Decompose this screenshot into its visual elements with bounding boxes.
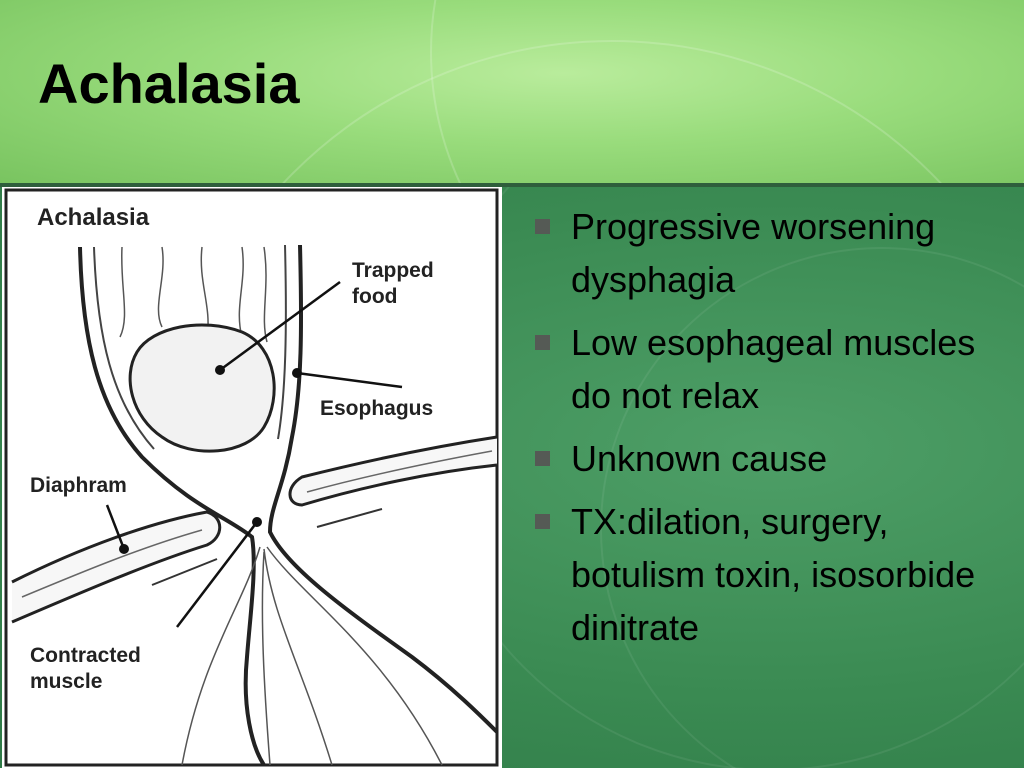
bullet-text: Progressive worsening dysphagia [571,206,936,300]
label-food: food [352,285,398,308]
slide-title: Achalasia [38,52,300,115]
bullet-text: Unknown cause [571,438,828,479]
achalasia-illustration [2,187,502,768]
label-muscle: muscle [30,670,103,693]
bullet-text: Low esophageal muscles do not relax [571,322,976,416]
bullet-item [535,200,1020,306]
bullet-item [535,495,1020,654]
bullet-item [535,316,1020,422]
achalasia-diagram [2,187,502,768]
label-diaphram: Diaphram [30,474,127,497]
square-bullet-icon [535,451,550,466]
square-bullet-icon [535,219,550,234]
bullet-item [535,432,1020,485]
square-bullet-icon [535,335,550,350]
label-contracted: Contracted [30,644,141,667]
bullet-list [535,200,1020,664]
diagram-heading: Achalasia [37,204,150,231]
slide-header [0,0,1024,183]
bullet-text: TX:dilation, surgery, botulism toxin, isosorbide dinitrate [571,501,976,648]
label-esophagus: Esophagus [320,397,434,420]
square-bullet-icon [535,514,550,529]
label-trapped: Trapped [352,259,434,282]
